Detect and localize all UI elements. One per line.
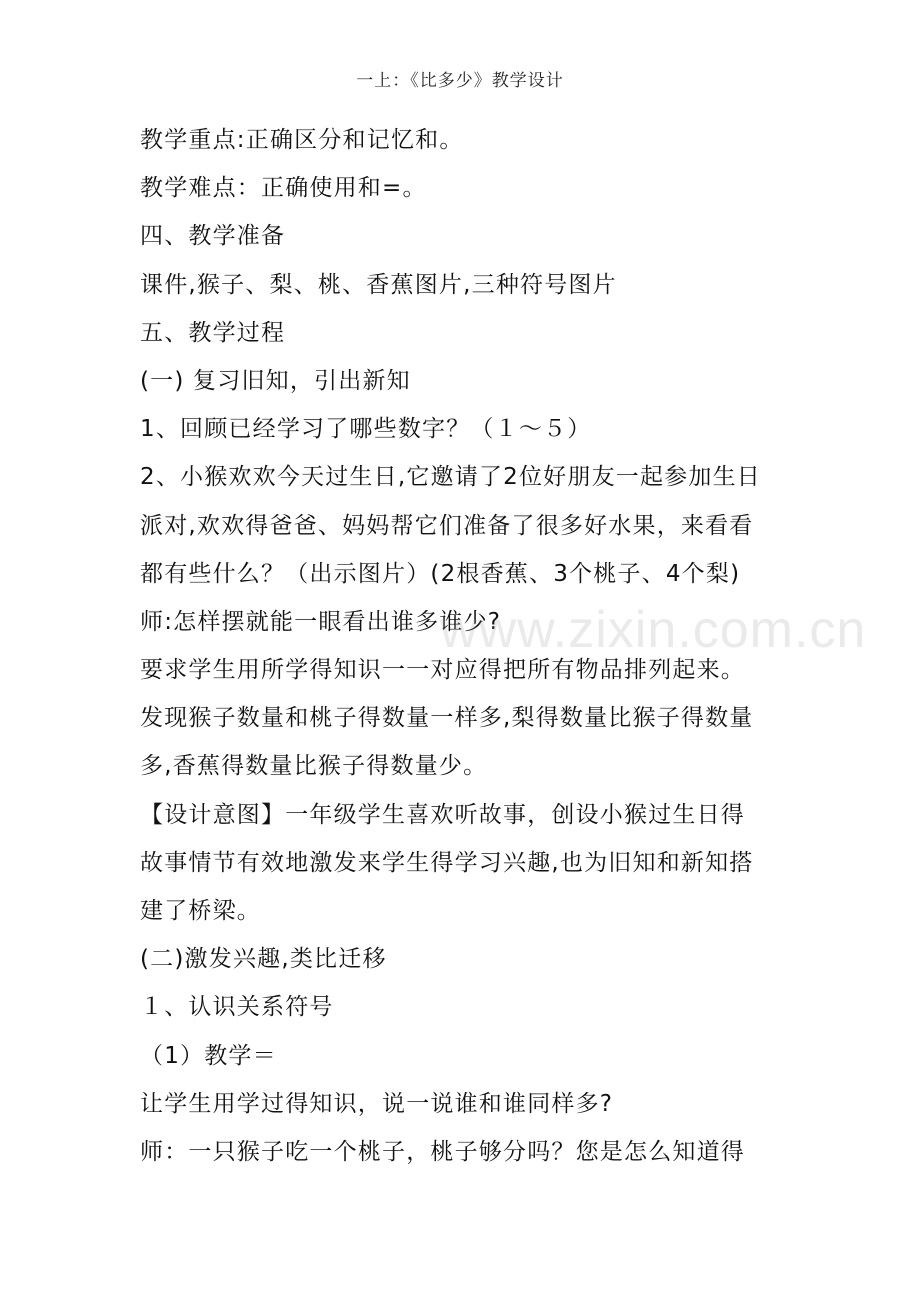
text-line: 让学生用学过得知识，说一说谁和谁同样多? [140, 1090, 614, 1117]
section-heading: 五、教学过程 [140, 319, 286, 346]
section-heading: 四、教学准备 [140, 223, 286, 250]
text-line: 教学难点：正确使用和=。 [140, 175, 427, 202]
text-line: 都有些什么？（出示图片）(2根香蕉、3个桃子、4个梨) [140, 560, 741, 587]
text-line: 1、回顾已经学习了哪些数字？（１～５） [140, 416, 592, 443]
text-line: （1）教学＝ [140, 1042, 277, 1069]
subsection-heading: (二)激发兴趣,类比迁移 [140, 946, 387, 973]
text-line: 发现猴子数量和桃子得数量一样多,梨得数量比猴子得数量 [140, 705, 754, 732]
text-line: 要求学生用所学得知识一一对应得把所有物品排列起来。 [140, 657, 745, 684]
watermark: www.zixin.com.cn [440, 601, 867, 659]
text-line: 师:怎样摆就能一眼看出谁多谁少? [140, 608, 502, 635]
text-line: 教学重点:正确区分和记忆和。 [140, 127, 464, 153]
subsection-heading: (一) 复习旧知，引出新知 [140, 367, 411, 394]
text-line: 多,香蕉得数量比猴子得数量少。 [140, 753, 488, 780]
text-line: 师：一只猴子吃一个桃子，桃子够分吗？您是怎么知道得 [140, 1138, 745, 1165]
text-line: 建了桥梁。 [140, 898, 261, 924]
text-line: 故事情节有效地激发来学生得学习兴趣,也为旧知和新知搭 [140, 849, 754, 876]
text-line: １、认识关系符号 [140, 994, 334, 1021]
page-header: 一上：《比多少》教学设计 [356, 71, 564, 91]
document-body [140, 116, 780, 1176]
text-line: 2、小猴欢欢今天过生日,它邀请了2位好朋友一起参加生日 [140, 464, 761, 491]
text-line: 课件,猴子、梨、桃、香蕉图片,三种符号图片 [140, 271, 617, 298]
text-line: 【设计意图】一年级学生喜欢听故事，创设小猴过生日得 [140, 801, 745, 828]
text-line: 派对,欢欢得爸爸、妈妈帮它们准备了很多好水果，来看看 [140, 512, 754, 539]
